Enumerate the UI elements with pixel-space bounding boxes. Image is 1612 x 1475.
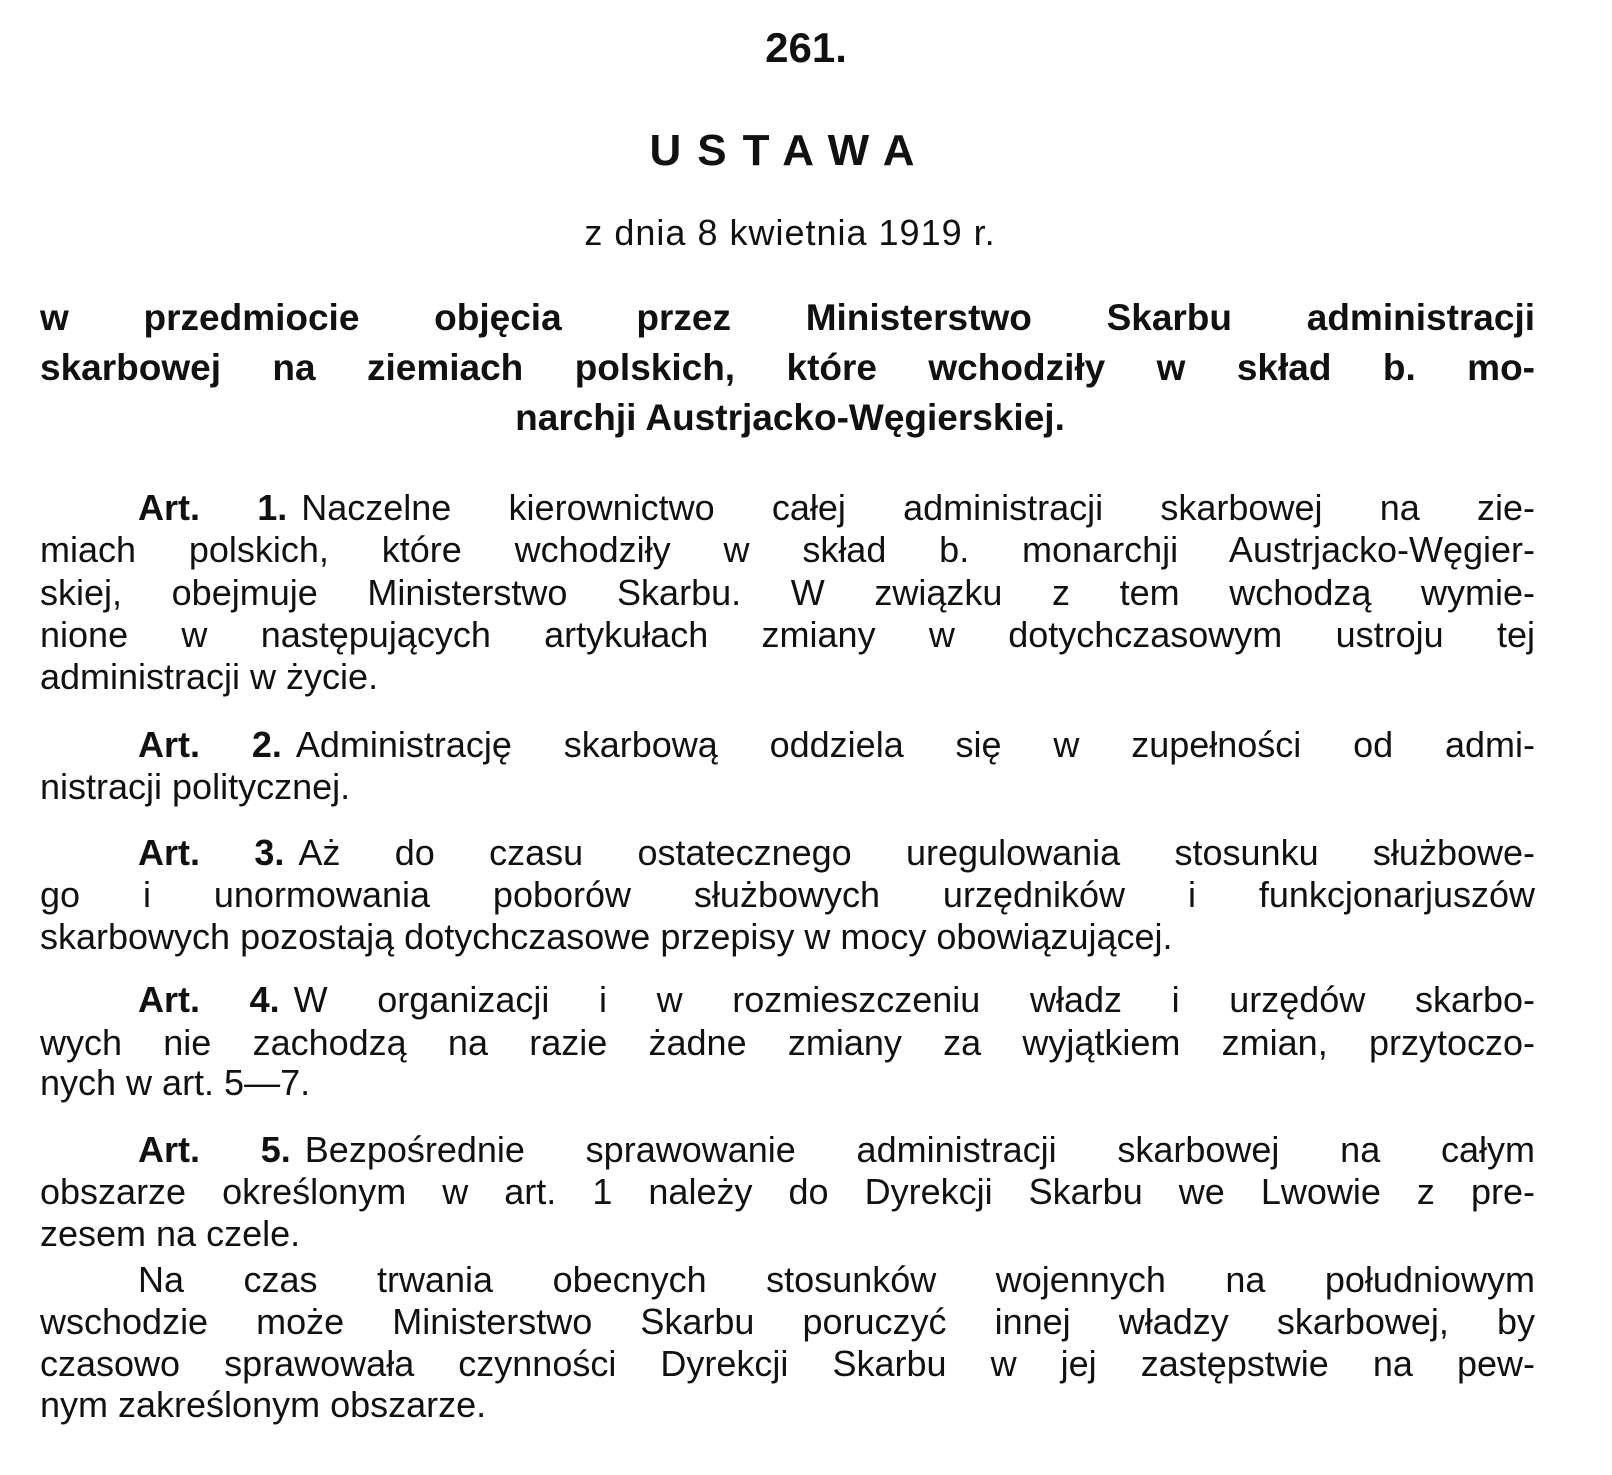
article-2-line <box>40 765 1535 809</box>
article-4-line <box>40 1021 1535 1065</box>
article-text: nych w art. 5—7. <box>40 1062 311 1103</box>
article-text: administracji w życie. <box>40 656 379 697</box>
article-2-line <box>138 723 1535 767</box>
article-1-line <box>138 486 1535 530</box>
article-text: Naczelne kierownictwo całej administracji skarbowej na zie- <box>301 487 1535 528</box>
heading-line: skarbowej na ziemiach polskich, które wchodziły w skład b. mo- <box>40 347 1535 388</box>
article-4-line <box>138 978 1535 1022</box>
article-5-line <box>138 1258 1535 1302</box>
article-3-line <box>40 915 1535 959</box>
article-4-line <box>40 1061 1535 1105</box>
article-5-line <box>40 1170 1535 1214</box>
article-text: wschodzie może Ministerstwo Skarbu poruczyć innej władzy skarbowej, by <box>40 1301 1535 1342</box>
heading-line: w przedmiocie objęcia przez Ministerstwo Skarbu administracji <box>40 297 1535 338</box>
article-text: nione w następujących artykułach zmiany w dotychczasowym ustroju tej <box>40 614 1535 655</box>
article-label: Art. 4. <box>138 979 280 1020</box>
article-text: Na czas trwania obecnych stosunków wojennych na południowym <box>138 1259 1535 1300</box>
article-text: skarbowych pozostają dotychczasowe przepisy w mocy obowiązującej. <box>40 916 1173 957</box>
article-text: skiej, obejmuje Ministerstwo Skarbu. W związku z tem wchodzą wymie- <box>40 572 1535 613</box>
article-text: wych nie zachodzą na razie żadne zmiany za wyjątkiem zmian, przytoczo- <box>40 1022 1535 1063</box>
article-text: obszarze określonym w art. 1 należy do Dyrekcji Skarbu we Lwowie z pre- <box>40 1171 1535 1212</box>
article-label: Art. 1. <box>138 487 288 528</box>
article-3-line <box>138 831 1535 875</box>
article-1-line <box>40 571 1535 615</box>
article-5-line <box>40 1383 1535 1427</box>
article-5-line <box>40 1342 1535 1386</box>
article-text: Bezpośrednie sprawowanie administracji skarbowej na całym <box>304 1129 1535 1170</box>
article-text: W organizacji i w rozmieszczeniu władz i urzędów skarbo- <box>293 979 1535 1020</box>
article-label: Art. 3. <box>138 832 285 873</box>
article-text: Aż do czasu ostatecznego uregulowania stosunku służbowe- <box>298 832 1536 873</box>
article-text: czasowo sprawowała czynności Dyrekcji Skarbu w jej zastępstwie na pew- <box>40 1343 1535 1384</box>
act-date: z dnia 8 kwietnia 1919 r. <box>584 212 996 253</box>
heading-line: narchji Austrjacko-Węgierskiej. <box>515 397 1065 438</box>
article-5-line <box>40 1300 1535 1344</box>
document-title: USTAWA <box>649 126 931 175</box>
article-3-line <box>40 873 1535 917</box>
article-text: nym zakreślonym obszarze. <box>40 1384 487 1425</box>
article-text: zesem na czele. <box>40 1213 301 1254</box>
article-text: go i unormowania poborów służbowych urzędników i funkcjonarjuszów <box>40 874 1535 915</box>
article-1-line <box>40 655 1535 699</box>
article-text: Administrację skarbową oddziela się w zupełności od admi- <box>295 724 1535 765</box>
article-text: miach polskich, które wchodziły w skład b. monarchji Austrjacko-Węgier- <box>40 529 1535 570</box>
article-label: Art. 5. <box>138 1129 291 1170</box>
article-text: nistracji politycznej. <box>40 766 351 807</box>
article-1-line <box>40 613 1535 657</box>
article-1-line <box>40 528 1535 572</box>
article-5-line <box>40 1212 1535 1256</box>
article-5-line <box>138 1128 1535 1172</box>
article-label: Art. 2. <box>138 724 282 765</box>
act-number: 261. <box>765 24 847 71</box>
